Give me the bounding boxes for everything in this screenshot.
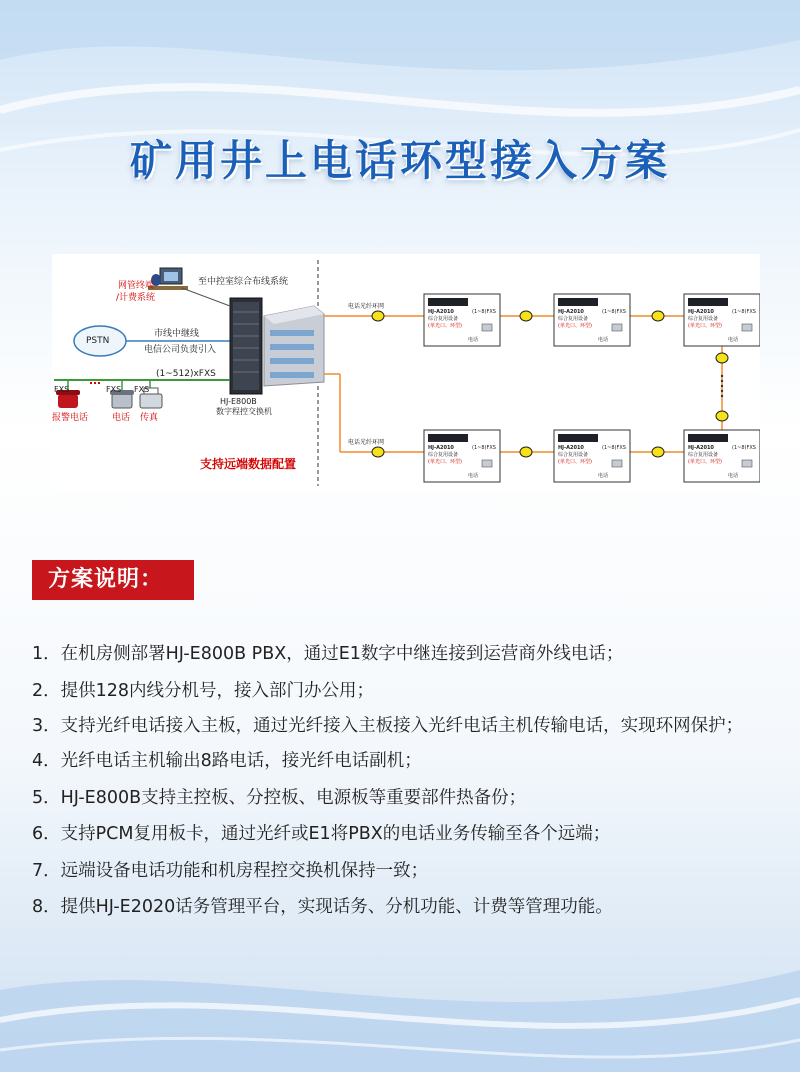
node-model: HJ-A2010 [688, 445, 714, 451]
node-desc: 综合复用设备 [428, 316, 459, 322]
nms-label-line1: 网管终端 [118, 281, 155, 291]
fxs-range-label: (1~512)xFXS [156, 369, 216, 379]
node-fxs: (1~8)FXS [602, 445, 626, 451]
node-fxs: (1~8)FXS [472, 445, 496, 451]
section-heading: 方案说明： [32, 560, 194, 600]
ring-label-top: 电话光纤环网 [348, 303, 385, 310]
node-fxs: (1~8)FXS [602, 309, 626, 315]
node-sub: (单光口、环型) [428, 459, 462, 465]
node-desc: 综合复用设备 [688, 452, 719, 458]
network-diagram [52, 254, 760, 490]
list-item: 2．提供128内线分机号，接入部门办公用； [32, 680, 375, 701]
nms-label-line2: /计费系统 [116, 293, 156, 303]
node-model: HJ-A2010 [558, 445, 584, 451]
pstn-label: PSTN [86, 336, 110, 346]
fxs-label-3: FXS [134, 385, 150, 394]
node-model: HJ-A2010 [428, 309, 454, 315]
node-phone: 电话 [468, 337, 479, 343]
list-item: 1．在机房侧部署HJ-E800B PBX，通过E1数字中继连接到运营商外线电话； [32, 644, 624, 664]
node-sub: (单光口、环型) [558, 459, 592, 465]
node-model: HJ-A2010 [558, 309, 584, 315]
alarm-phone-label: 报警电话 [52, 413, 89, 423]
node-sub: (单光口、环型) [558, 323, 592, 329]
node-fxs: (1~8)FXS [732, 445, 756, 451]
node-desc: 综合复用设备 [428, 452, 459, 458]
node-fxs: (1~8)FXS [472, 309, 496, 315]
fxs-label-2: FXS [106, 385, 122, 394]
node-sub: (单光口、环型) [688, 323, 722, 329]
node-phone: 电话 [728, 473, 739, 479]
telecom-label: 电信公司负责引入 [144, 345, 217, 355]
node-desc: 综合复用设备 [558, 452, 589, 458]
pbx-model-label: HJ-E800B [220, 397, 257, 406]
remote-config-label: 支持远端数据配置 [200, 457, 297, 471]
fxs-label-1: FXS [54, 385, 70, 394]
list-item: 8．提供HJ-E2020话务管理平台，实现话务、分机功能、计费等管理功能。 [32, 897, 613, 917]
list-item: 5．HJ-E800B支持主控板、分控板、电源板等重要部件热备份； [32, 787, 527, 808]
phone-label: 电话 [112, 413, 131, 423]
node-model: HJ-A2010 [688, 309, 714, 315]
node-phone: 电话 [598, 337, 609, 343]
list-item: 6．支持PCM复用板卡，通过光纤或E1将PBX的电话业务传输至各个远端； [32, 824, 611, 844]
list-item: 4．光纤电话主机输出8路电话，接光纤电话副机； [32, 751, 422, 771]
building-icon [264, 306, 324, 386]
node-phone: 电话 [598, 473, 609, 479]
node-desc: 综合复用设备 [688, 316, 719, 322]
node-phone: 电话 [728, 337, 739, 343]
pbx-desc-label: 数字程控交换机 [216, 407, 272, 416]
node-fxs: (1~8)FXS [732, 309, 756, 315]
list-item: 7．远端设备电话功能和机房程控交换机保持一致； [32, 860, 429, 881]
control-room-label: 至中控室综合布线系统 [198, 277, 289, 287]
background-bottom-swoosh [0, 940, 800, 1072]
node-sub: (单光口、环型) [428, 323, 462, 329]
pbx-cabinet-icon [230, 298, 262, 394]
description-list [32, 636, 780, 926]
fax-label: 传真 [140, 413, 159, 423]
node-sub: (单光口、环型) [688, 459, 722, 465]
node-desc: 综合复用设备 [558, 316, 589, 322]
list-item: 3．支持光纤电话接入主板，通过光纤接入主板接入光纤电话主机传输电话，实现环网保护； [32, 716, 744, 736]
trunk-label: 市线中继线 [154, 329, 200, 339]
page-title: 矿用井上电话环型接入方案 [129, 136, 670, 185]
node-phone: 电话 [468, 473, 479, 479]
ring-label-bottom: 电话光纤环网 [348, 439, 385, 446]
node-model: HJ-A2010 [428, 445, 454, 451]
